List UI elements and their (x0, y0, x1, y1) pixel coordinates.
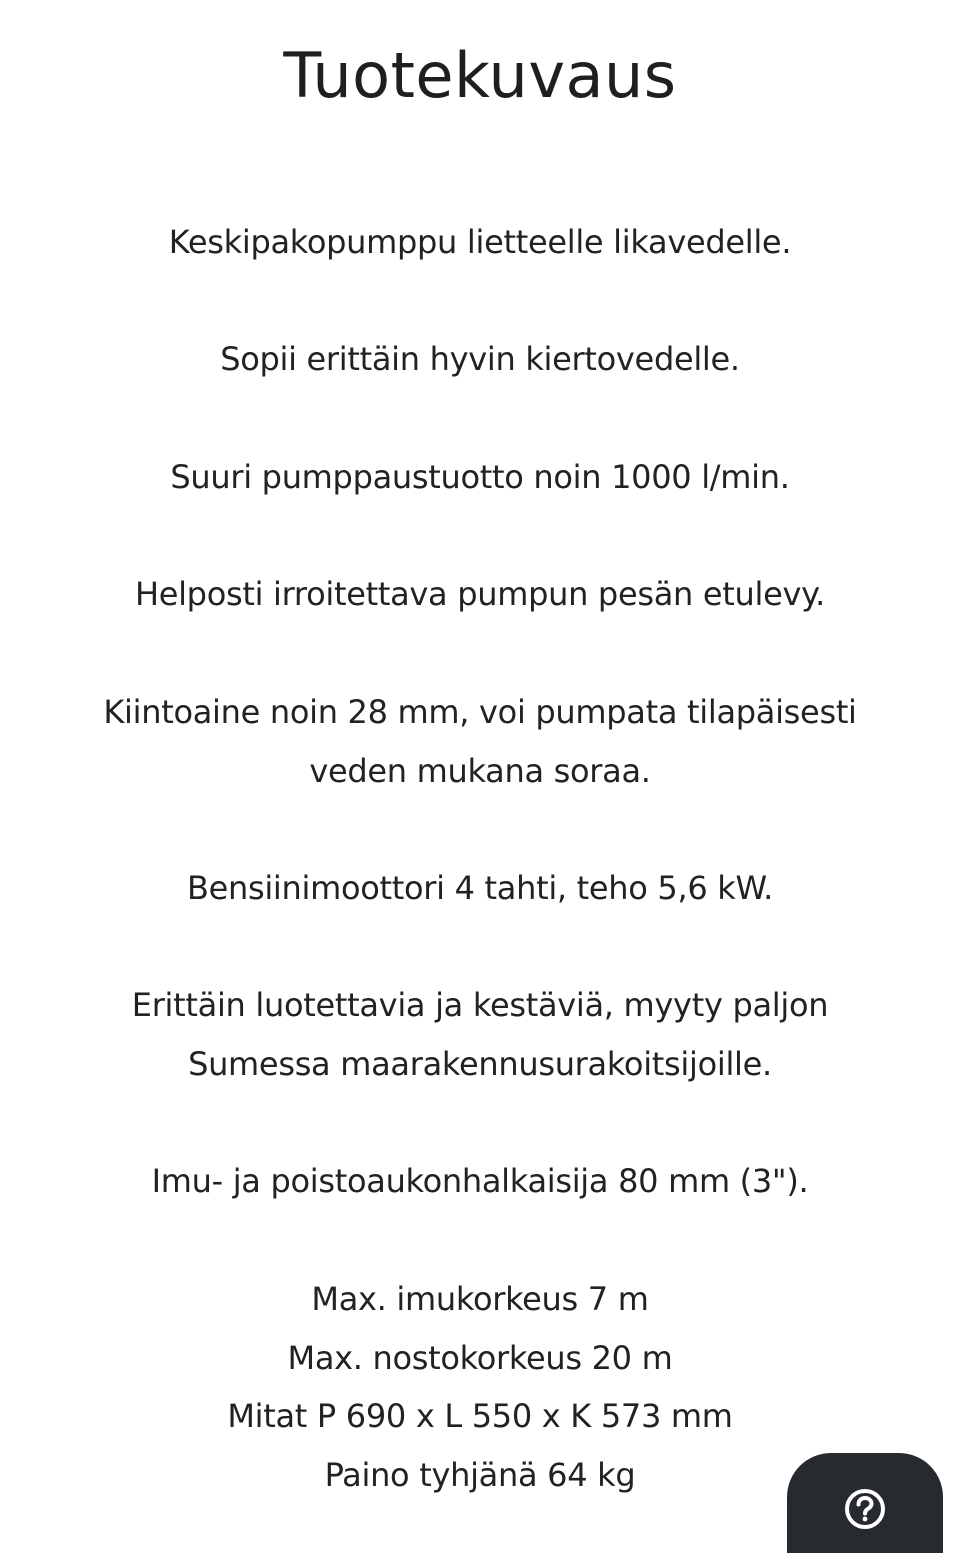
description-paragraph (40, 330, 920, 389)
description-line: Keskipakopumppu lietteelle likavedelle. (168, 223, 792, 261)
spec-line-weight: Paino tyhjänä 64 kg (324, 1455, 636, 1494)
description-line: Bensiinimoottori 4 tahti, teho 5,6 kW. (186, 869, 774, 907)
specifications-paragraph (40, 1270, 920, 1504)
description-line: Imu- ja poistoaukonhalkaisija 80 mm (3"). (151, 1162, 809, 1200)
help-button[interactable] (787, 1453, 943, 1553)
description-paragraph (40, 448, 920, 507)
description-paragraph (40, 565, 920, 624)
description-line: Suuri pumppaustuotto noin 1000 l/min. (170, 458, 790, 496)
question-circle-icon (843, 1487, 887, 1531)
description-paragraph (40, 1152, 920, 1211)
description-line: Sopii erittäin hyvin kiertovedelle. (220, 340, 740, 378)
description-line: Sumessa maarakennusurakoitsijoille. (188, 1044, 772, 1083)
description-paragraph (40, 859, 920, 918)
description-line: Kiintoaine noin 28 mm, voi pumpata tilapäisesti (103, 693, 857, 731)
spec-line-suction-height: Max. imukorkeus 7 m (311, 1280, 649, 1318)
description-line: Erittäin luotettavia ja kestäviä, myyty paljon (131, 986, 829, 1024)
description-paragraph (40, 976, 920, 1093)
description-paragraph (40, 213, 920, 272)
spec-line-lift-height: Max. nostokorkeus 20 m (287, 1338, 673, 1377)
spec-line-dimensions: Mitat P 690 x L 550 x K 573 mm (227, 1397, 733, 1435)
description-paragraph (40, 683, 920, 800)
description-line: Helposti irroitettava pumpun pesän etulevy. (134, 575, 826, 613)
description-line: veden mukana soraa. (309, 751, 651, 790)
page-title: Tuotekuvaus (283, 39, 677, 112)
